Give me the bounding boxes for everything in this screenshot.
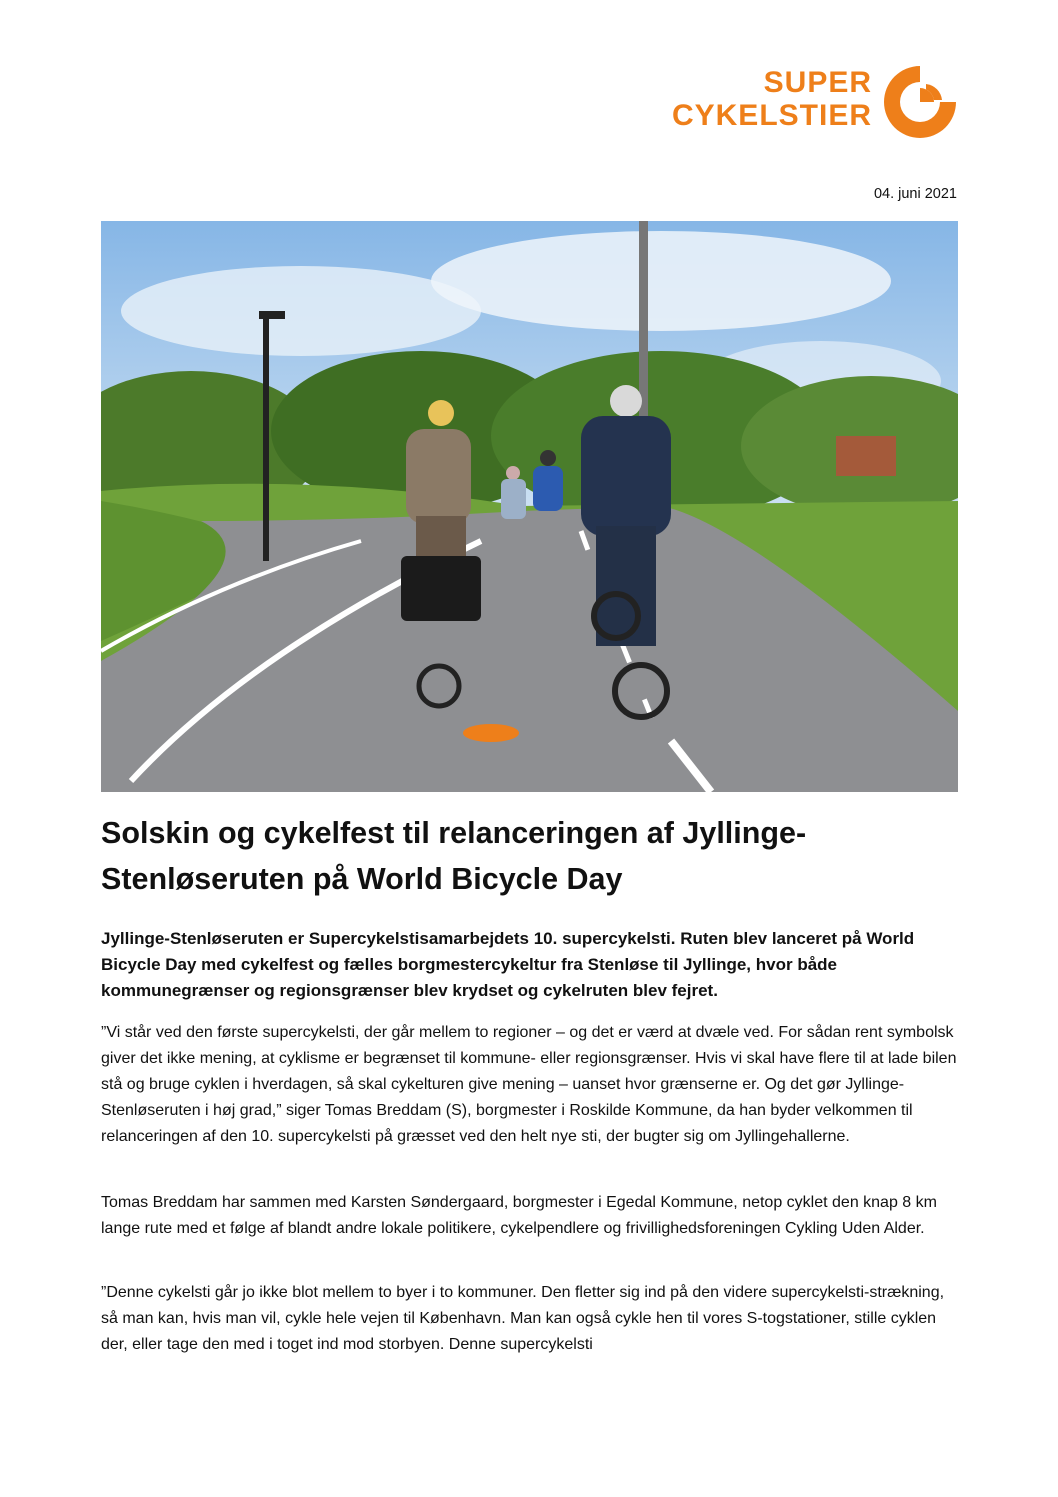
article-headline: Solskin og cykelfest til relanceringen af Jyllinge-Stenløseruten på World Bicycle Day <box>101 816 807 896</box>
publication-date: 04. juni 2021 <box>873 186 957 202</box>
article-paragraph-1: ”Vi står ved den første supercykelsti, der går mellem to regioner – og det er værd at dvæle ved. For sådan rent symbolsk giver det ikke mening, at cyklisme er begrænset til kommune- eller regionsgrænser. Hvis vi skal have flere til at lade bilen stå og bruge cyklen i hverdagen, så skal cykelturen give mening – uanset hvor grænserne er. Og det gør Jyllinge-Stenløseruten i høj grad,” siger Tomas Breddam (S), borgmester i Roskilde Kommune, da han byder velkommen til relanceringen af den 10. supercykelsti på græsset ved den helt nye sti, der bugter sig om Jyllingehallerne. <box>101 1024 957 1145</box>
brand-logo <box>640 62 960 142</box>
article-paragraph-3: ”Denne cykelsti går jo ikke blot mellem to byer i to kommuner. Den fletter sig ind på den videre supercykelsti-strækning, så man kan, hvis man vil, cykle hele vejen til København. Man kan også cykle hen til vores S-togstationer, stille cyklen der, eller tage den med i toget ind mod storbyen. Denne supercykelsti <box>101 1284 945 1353</box>
supercykelstier-logo-icon <box>880 62 960 142</box>
brand-line-1: SUPER <box>763 66 872 99</box>
article-lead: Jyllinge-Stenløseruten er Supercykelstisamarbejdets 10. supercykelsti. Ruten blev lanceret på World Bicycle Day med cykelfest og fælles borgmestercykeltur fra Stenløse til Jyllinge, hvor både kommunegrænser og regionsgrænser blev krydset og cykelruten blev fejret. <box>101 929 915 1000</box>
article-paragraph-2: Tomas Breddam har sammen med Karsten Søndergaard, borgmester i Egedal Kommune, netop cyklet den knap 8 km lange rute med et følge af blandt andre lokale politikere, cykelpendlere og frivillighedsforeningen Cykling Uden Alder. <box>101 1194 937 1237</box>
brand-wordmark <box>672 66 872 132</box>
brand-line-2: CYKELSTIER <box>671 99 872 132</box>
hero-photo <box>101 221 958 792</box>
photo-of-cyclists-on-bike-path-icon <box>101 221 958 792</box>
